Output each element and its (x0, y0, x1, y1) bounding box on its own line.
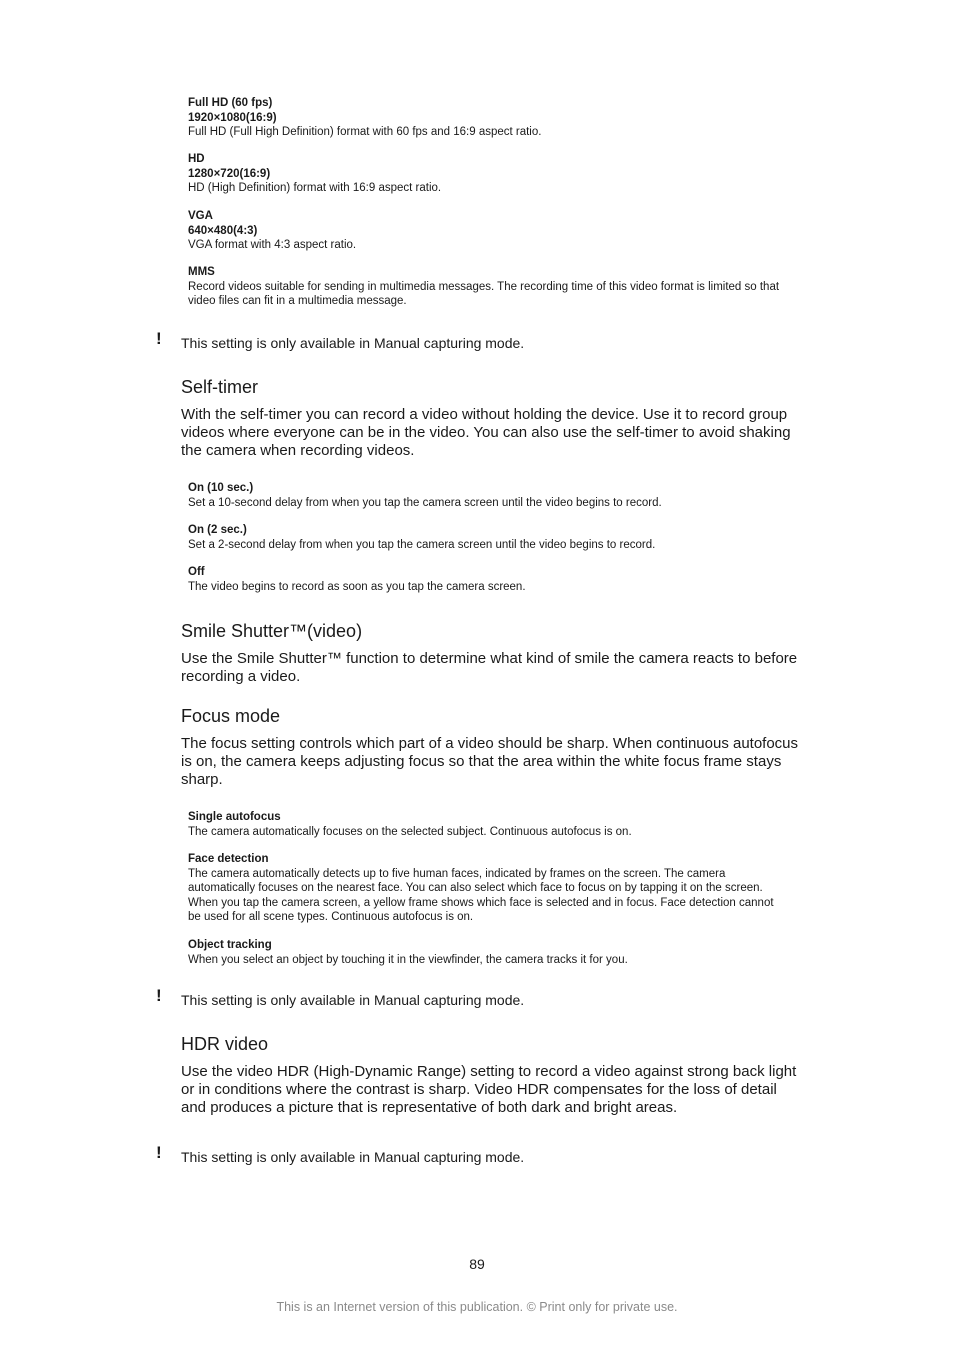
option-full-hd (188, 96, 788, 140)
exclamation-icon: ! (156, 1143, 162, 1162)
exclamation-icon: ! (156, 329, 162, 348)
option-on-10-sec (188, 481, 788, 510)
page-number: 89 (469, 1256, 485, 1272)
option-description: Set a 10-second delay from when you tap the camera screen until the video begins to record. (188, 496, 662, 509)
option-title: MMS (188, 266, 215, 278)
option-title: On (10 sec.) (188, 482, 254, 494)
section-body-self-timer: With the self-timer you can record a video without holding the device. Use it to record group videos where everyone can be in the video. You can also use the self-timer to avoid shaking the camera when recording videos. (181, 406, 791, 459)
note-text: This setting is only available in Manual capturing mode. (181, 1149, 525, 1165)
option-description: Full HD (Full High Definition) format with 60 fps and 16:9 aspect ratio. (188, 126, 542, 138)
option-title: HD (188, 153, 205, 165)
option-description: Set a 2-second delay from when you tap the camera screen until the video begins to record. (188, 538, 656, 551)
option-title: Object tracking (188, 939, 272, 951)
section-heading-smile-shutter: Smile Shutter™(video) (181, 621, 363, 641)
option-title: Off (188, 566, 205, 578)
option-description: When you select an object by touching it in the viewfinder, the camera tracks it for you. (188, 953, 628, 966)
option-description: VGA format with 4:3 aspect ratio. (188, 239, 357, 251)
option-on-2-sec (188, 523, 788, 552)
option-single-autofocus (188, 810, 788, 839)
option-subtitle: 1920×1080(16:9) (188, 111, 277, 124)
section-heading-hdr-video: HDR video (181, 1034, 269, 1054)
section-body-hdr-video: Use the video HDR (High-Dynamic Range) setting to record a video against strong back light or in conditions where the contrast is sharp. Video HDR compensates for the loss of detail and produces a picture that is representative of both dark and bright areas. (181, 1063, 797, 1116)
note-text: This setting is only available in Manual capturing mode. (181, 992, 525, 1008)
option-subtitle: 1280×720(16:9) (188, 167, 271, 180)
option-vga (188, 209, 788, 253)
section-body-smile-shutter: Use the Smile Shutter™ function to determine what kind of smile the camera reacts to before recording a video. (181, 650, 798, 685)
option-description: Record videos suitable for sending in multimedia messages. The recording time of this video format is limited so that video files can fit in a multimedia message. (188, 280, 780, 307)
note-text: This setting is only available in Manual capturing mode. (181, 335, 525, 351)
exclamation-icon: ! (156, 986, 162, 1005)
option-title: On (2 sec.) (188, 524, 247, 536)
option-mms (188, 265, 788, 309)
section-heading-self-timer: Self-timer (181, 377, 259, 397)
option-title: Single autofocus (188, 811, 281, 823)
option-object-tracking (188, 938, 788, 967)
footer-notice: This is an Internet version of this publication. © Print only for private use. (276, 1300, 678, 1314)
option-description: The video begins to record as soon as you tap the camera screen. (188, 580, 526, 593)
option-off (188, 565, 788, 594)
option-description: The camera automatically detects up to five human faces, indicated by frames on the screen. The camera automatically focuses on the nearest face. You can also select which face to focus on by tapping it on the screen. When you tap the camera screen, a yellow frame shows which face is selected and in focus. Face detection cannot be used for all scene types. Continuous autofocus is on. (188, 867, 774, 923)
option-face-detection (188, 852, 788, 925)
section-body-focus-mode: The focus setting controls which part of a video should be sharp. When continuous autofocus is on, the camera keeps adjusting focus so that the area within the white focus frame stays sharp. (181, 735, 799, 788)
section-heading-focus-mode: Focus mode (181, 706, 281, 726)
option-description: The camera automatically focuses on the selected subject. Continuous autofocus is on. (188, 825, 632, 838)
option-title: Full HD (60 fps) (188, 97, 273, 109)
option-description: HD (High Definition) format with 16:9 aspect ratio. (188, 182, 442, 194)
option-subtitle: 640×480(4:3) (188, 224, 258, 237)
option-hd (188, 152, 788, 196)
option-title: Face detection (188, 853, 269, 865)
option-title: VGA (188, 210, 213, 222)
